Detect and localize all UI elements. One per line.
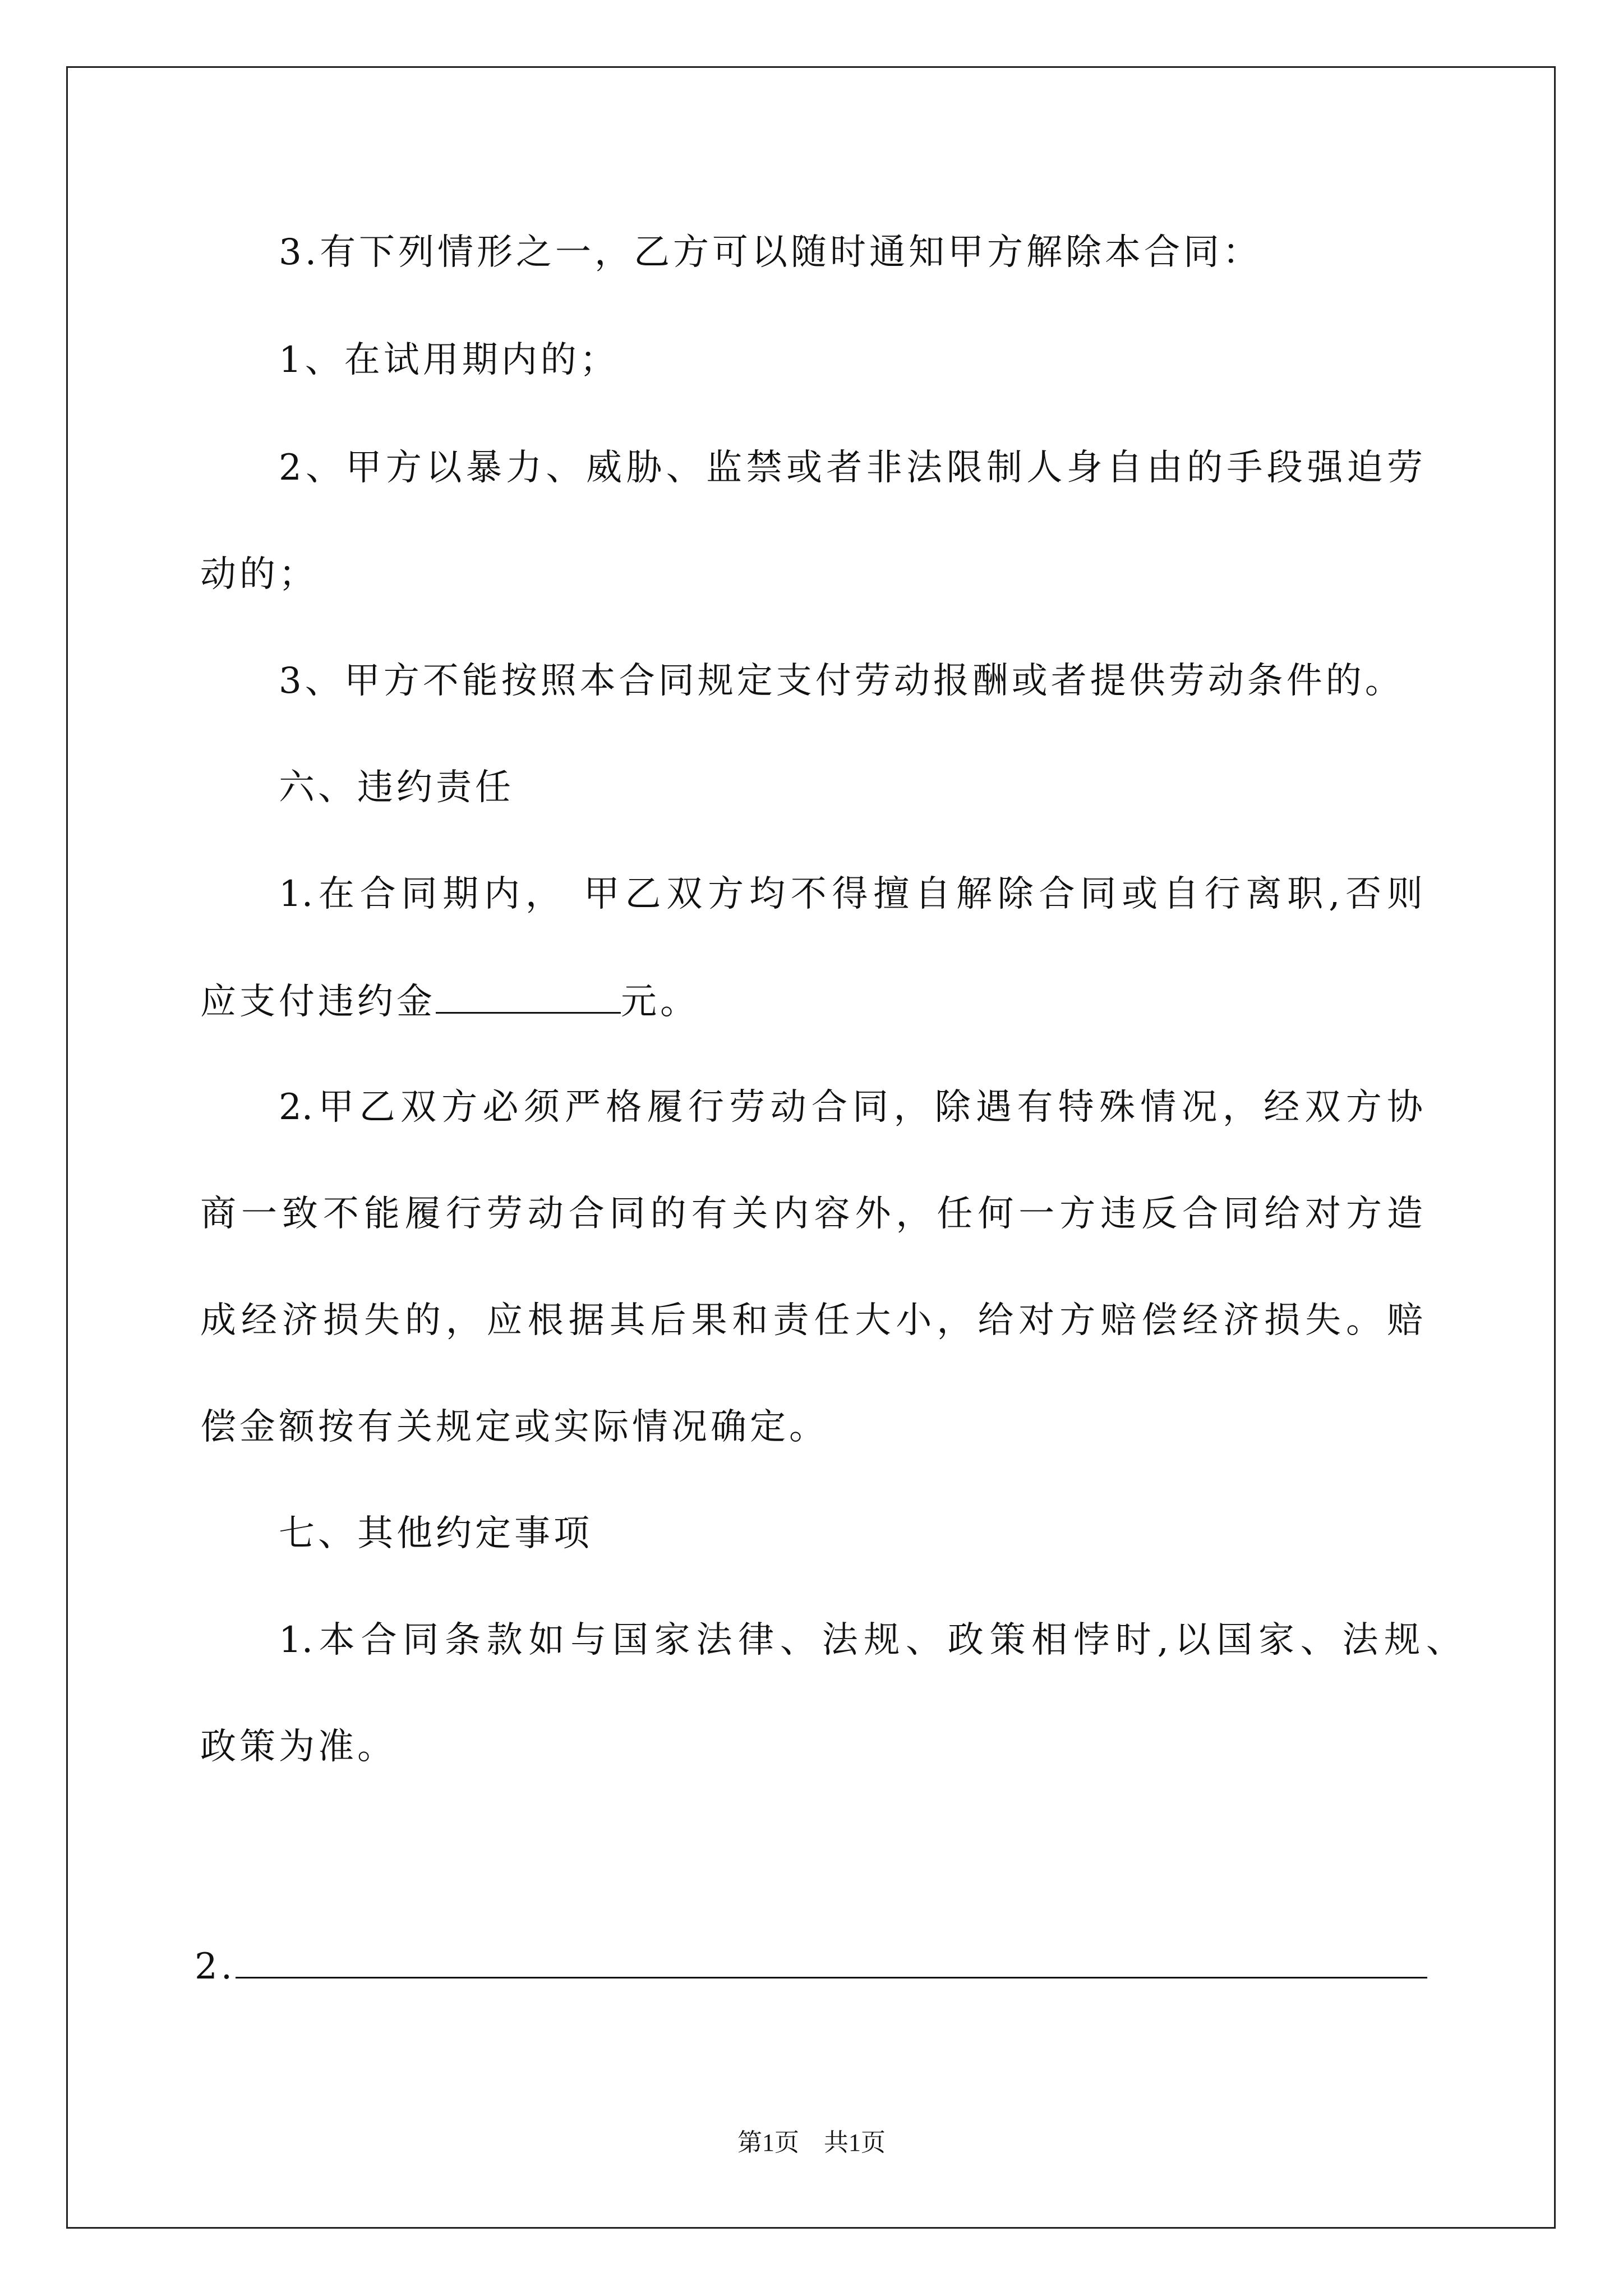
penalty-unit: 元。 [621, 981, 699, 1023]
clause-3-intro: 3.有下列情形之一，乙方可以随时通知甲方解除本合同： [279, 232, 1262, 273]
section-7-clause-1-line-2: 政策为准。 [200, 1726, 396, 1768]
clause-2-number: 2. [195, 1946, 236, 1987]
section-6-clause-2-line-3: 成经济损失的，应根据其后果和责任大小，给对方赔偿经济损失。赔 [200, 1300, 1423, 1341]
clause-3-item-2-line-2: 动的； [200, 554, 318, 595]
section-7-clause-2 [195, 1943, 1427, 1989]
penalty-amount-blank [436, 978, 621, 1014]
section-7-clause-1-line-1: 1.本合同条款如与国家法律、法规、政策相悖时,以国家、法规、 [279, 1619, 1462, 1661]
page-border [66, 66, 1556, 2229]
section-6-clause-2-line-1: 2.甲乙双方必须严格履行劳动合同，除遇有特殊情况，经双方协 [279, 1087, 1423, 1128]
page-footer [0, 2127, 1623, 2159]
page-number-current: 第1页 [737, 2129, 799, 2156]
section-6-clause-1-line-2 [200, 978, 699, 1024]
section-7-heading: 七、其他约定事项 [279, 1513, 593, 1554]
clause-3-item-3: 3、甲方不能按照本合同规定支付劳动报酬或者提供劳动条件的。 [279, 660, 1404, 702]
section-6-heading: 六、违约责任 [279, 767, 514, 808]
clause-3-item-1: 1、在试用期内的； [279, 339, 619, 381]
section-6-clause-1-line-1: 1.在合同期内， 甲乙双方均不得擅自解除合同或自行离职,否则 [279, 873, 1423, 915]
penalty-label: 应支付违约金 [200, 981, 436, 1023]
section-6-clause-2-line-2: 商一致不能履行劳动合同的有关内容外，任何一方违反合同给对方造 [200, 1193, 1423, 1235]
clause-2-blank [236, 1943, 1427, 1978]
section-6-clause-2-line-4: 偿金额按有关规定或实际情况确定。 [200, 1406, 828, 1448]
page-number-total: 共1页 [824, 2129, 886, 2156]
clause-3-item-2-line-1: 2、甲方以暴力、威胁、监禁或者非法限制人身自由的手段强迫劳 [279, 447, 1423, 489]
